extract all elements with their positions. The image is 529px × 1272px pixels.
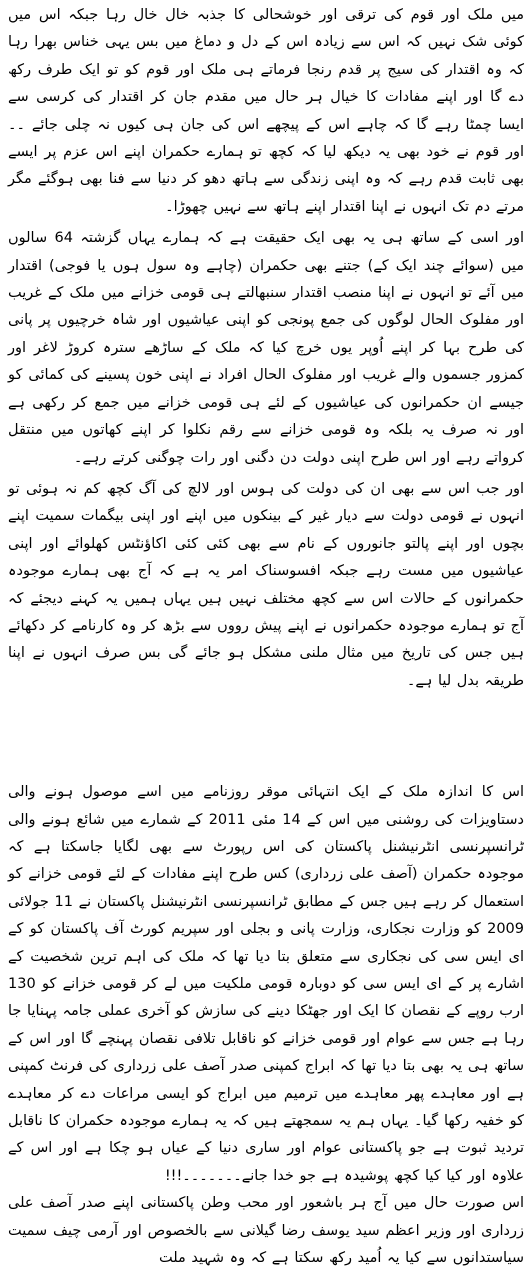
paragraph-current-situation: اس صورت حال میں آج ہر باشعور اور محب وطن پاکستانی اپنے صدر آصف علی زرداری اور وزیر اعظم سید یوسف رضا گیلانی سے بالخصوص اور آرمی چیف سمیت سیاستدانوں سے کیا یہ اُمید رکھ سکتا ہے کہ وہ شہید ملت	[8, 1195, 524, 1267]
paragraph-rulers-treasury: اور اسی کے ساتھ ہی یہ بھی ایک حقیقت ہے کہ ہمارے یہاں گزشتہ 64 سالوں میں (سوائے چند ایک کے) جتنے بھی حکمران (چاہے وہ سول ہوں یا فوجی) اقتدار میں آئے تو انہوں نے اپنا منصب اقتدار سنبھالتے ہی قومی خزانے میں ملک کے غریب اور مفلوک الحال لوگوں کی جمع پونجی کو اپنی عیاشیوں اور شاہ خرچیوں پر پانی کی طرح بہا کر اپنے اُوپر یوں خرچ کیا کہ ملک کے ساڑھے سترہ کروڑ لاغر اور کمزور جسموں والے غریب اور مفلوک الحال افراد نے اپنی خون پسینے کی کمائی کو جیسے ان حکمرانوں کی عیاشیوں کے لئے ہی قومی خزانے میں جمع کر رکھی ہے اور نہ صرف یہ بلکہ وہ قومی خزانے سے رقم نکلوا کر اپنے کھاتوں میں منتقل کرواتے رہے اور اس طرح اپنی دولت دن دگنی اور رات چوگنی کرتے رہے۔	[8, 230, 525, 466]
paragraph-rulers-ambition: میں ملک اور قوم کی ترقی اور خوشحالی کا جذبہ خال خال رہا جبکہ اس میں کوئی شک نہیں کہ اس سے زیادہ اس کے دل و دماغ میں بس یہی خناس بھرا رہا کہ وہ اقتدار کی سیج پر قدم رنجا فرماتے ہی ملک اور قوم کو تو ایک طرف رکھ دے گا اور اپنے مفادات کا خیال ہر حال میں مقدم جان کر اقتدار کی کرسی سے ایسا چمٹا رہے گا کہ چاہے اس کے پیچھے اس کی جان ہی کیوں نہ چلی جائے ۔۔ اور قوم نے خود بھی یہ دیکھ لیا کہ کچھ تو ہمارے حکمران اپنے اس عزم پر ایسے بھی ثابت قدم رہے کہ وہ اپنی زندگی سے ہاتھ دھو کر دنیا سے فنا بھی ہوگئے مگر مرتے دم تک انہوں نے اپنا اقتدار اپنے ہاتھ سے نہیں چھوڑا۔	[8, 7, 524, 215]
paragraph-foreign-accounts: اور جب اس سے بھی ان کی دولت کی ہوس اور لالچ کی آگ کچھ کم نہ ہوئی تو انہوں نے قومی دولت سے دیار غیر کے بینکوں میں اپنے اور اپنی بیگمات سمیت اپنے بچوں اور اپنے پالتو جانوروں کے نام سے بھی کئی کئی اکاؤنٹس کھلوائے اور اپنی عیاشیوں میں مست رہے جبکہ افسوسناک امر یہ ہے کہ آج بھی ہمارے موجودہ حکمرانوں کے حالات اس سے کچھ مختلف نہیں ہیں یہاں ہمیں یہ کہنے دیجئے کہ آج تو ہمارے موجودہ حکمرانوں نے اپنے پیش رووں سے بڑھ کر وہ کارنامے کر دکھائے ہیں جس کی تاریخ میں مثال ملنی مشکل ہو جائے گی بس صرف انہوں نے اپنا طریقہ بدل لیا ہے۔	[8, 480, 524, 689]
paragraph-transparency-report: اس کا اندازہ ملک کے ایک انتہائی موقر روزنامے میں اسے موصول ہونے والی دستاویزات کی روشنی میں اس کے 14 مئی 2011 کے شمارے میں شائع ہونے والی ٹرانسپرنسی انٹرنیشنل پاکستان کی اس رپورٹ سے بھی لگایا جاسکتا ہے کہ موجودہ حکمران (آصف علی زرداری) کس طرح اپنے مفادات کے لئے قومی خزانے کو استعمال کر رہے ہیں جس کے مطابق ٹرانسپرنسی انٹرنیشنل پاکستان نے 11 جولائی 2009 کو وزارت نجکاری، وزارت پانی و بجلی اور سپریم کورٹ آف پاکستان کو کے ای ایس سی کی نجکاری سے متعلق بتا دیا تھا کہ ملک کی اہم ترین شخصیت کے اشارے پر کے ای ایس سی کو دوبارہ قومی ملکیت میں لے کر قومی خزانے کو 130 ارب روپے کے نقصان کا ایک اور جھٹکا دینے کی سازش کو آخری عملی جامہ پہنایا جا رہا ہے جس سے عوام اور قومی خزانے کو ناقابل تلافی نقصان پہنچے گا اور اس کے ساتھ ہی یہ بھی بتا دیا تھا کہ ابراج کمپنی صدر آصف علی زرداری کی فرنٹ کمپنی ہے اور معاہدے پھر معاہدے میں ترمیم میں ابراج کو ایسی مراعات دے کر معاہدے کو خفیہ رکھا گیا۔ یہاں ہم یہ سمجھتے ہیں کہ یہ ہمارے موجودہ حکمران کا ناقابل تردید ثبوت ہے جو پاکستانی عوام اور ساری دنیا کے عیاں ہو چکا ہے اور اس کے علاوہ اور کیا کیا کچھ پوشیدہ ہے جو خدا جانے۔۔۔۔۔۔۔!!!	[8, 784, 525, 1184]
